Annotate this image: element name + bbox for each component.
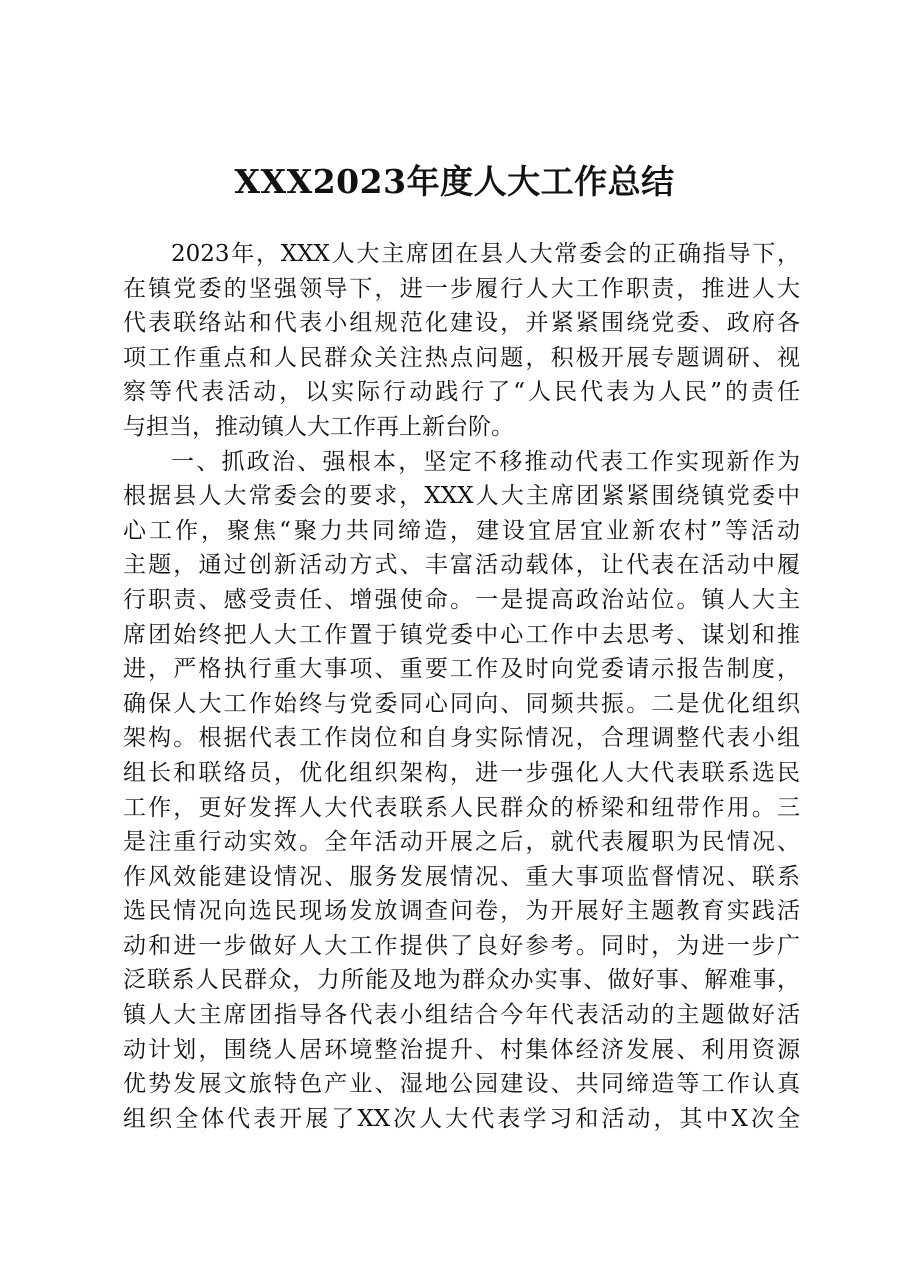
text-line: 架构。根据代表工作岗位和自身实际情况，合理调整代表小组 [123, 725, 800, 752]
text-line: 2023年，XXX人大主席团在县人大常委会的正确指导下， [171, 241, 800, 267]
text-line: 镇人大主席团指导各代表小组结合今年代表活动的主题做好活 [123, 1002, 800, 1029]
text-line: 行职责、感受责任、增强使命。一是提高政治站位。镇人大主 [123, 586, 800, 613]
text-line: 进，严格执行重大事项、重要工作及时向党委请示报告制度， [123, 656, 800, 683]
text-line: 作风效能建设情况、服务发展情况、重大事项监督情况、联系 [123, 863, 800, 890]
text-line: 与担当，推动镇人大工作再上新台阶。 [123, 413, 514, 440]
text-line: 工作，更好发挥人大代表联系人民群众的桥梁和纽带作用。三 [123, 794, 800, 821]
text-line: 察等代表活动，以实际行动践行了“人民代表为人民”的责任 [123, 379, 800, 406]
text-line: 主题，通过创新活动方式、丰富活动载体，让代表在活动中履 [123, 552, 800, 579]
text-line: 泛联系人民群众，力所能及地为群众办实事、做好事、解难事， [123, 967, 800, 994]
text-line: 项工作重点和人民群众关注热点问题，积极开展专题调研、视 [123, 344, 800, 371]
text-line: 组织全体代表开展了XX次人大代表学习和活动，其中X次全 [123, 1105, 800, 1132]
text-line: 一、抓政治、强根本，坚定不移推动代表工作实现新作为 [171, 448, 800, 475]
text-line: 动和进一步做好人大工作提供了良好参考。同时，为进一步广 [123, 932, 800, 959]
text-line: 优势发展文旅特色产业、湿地公园建设、共同缔造等工作认真 [123, 1071, 800, 1098]
text-line: 在镇党委的坚强领导下，进一步履行人大工作职责，推进人大 [123, 275, 800, 302]
text-line: 组长和联络员，优化组织架构，进一步强化人大代表联系选民 [123, 759, 800, 786]
text-line: 代表联络站和代表小组规范化建设，并紧紧围绕党委、政府各 [123, 310, 800, 337]
document-body [123, 237, 800, 1136]
text-line: 心工作，聚焦“聚力共同缔造，建设宜居宜业新农村”等活动 [123, 517, 800, 544]
text-line: 确保人大工作始终与党委同心同向、同频共振。二是优化组织 [123, 690, 800, 717]
paragraph-intro [123, 237, 800, 445]
text-line: 根据县人大常委会的要求，XXX人大主席团紧紧围绕镇党委中 [123, 483, 800, 510]
text-line: 动计划，围绕人居环境整治提升、村集体经济发展、利用资源 [123, 1036, 800, 1063]
document-title: XXX2023年度人大工作总结 [234, 162, 675, 201]
paragraph-section-1 [123, 445, 800, 1137]
text-line: 席团始终把人大工作置于镇党委中心工作中去思考、谋划和推 [123, 621, 800, 648]
text-line: 选民情况向选民现场发放调查问卷，为开展好主题教育实践活 [123, 898, 800, 925]
text-line: 是注重行动实效。全年活动开展之后，就代表履职为民情况、 [123, 829, 800, 856]
